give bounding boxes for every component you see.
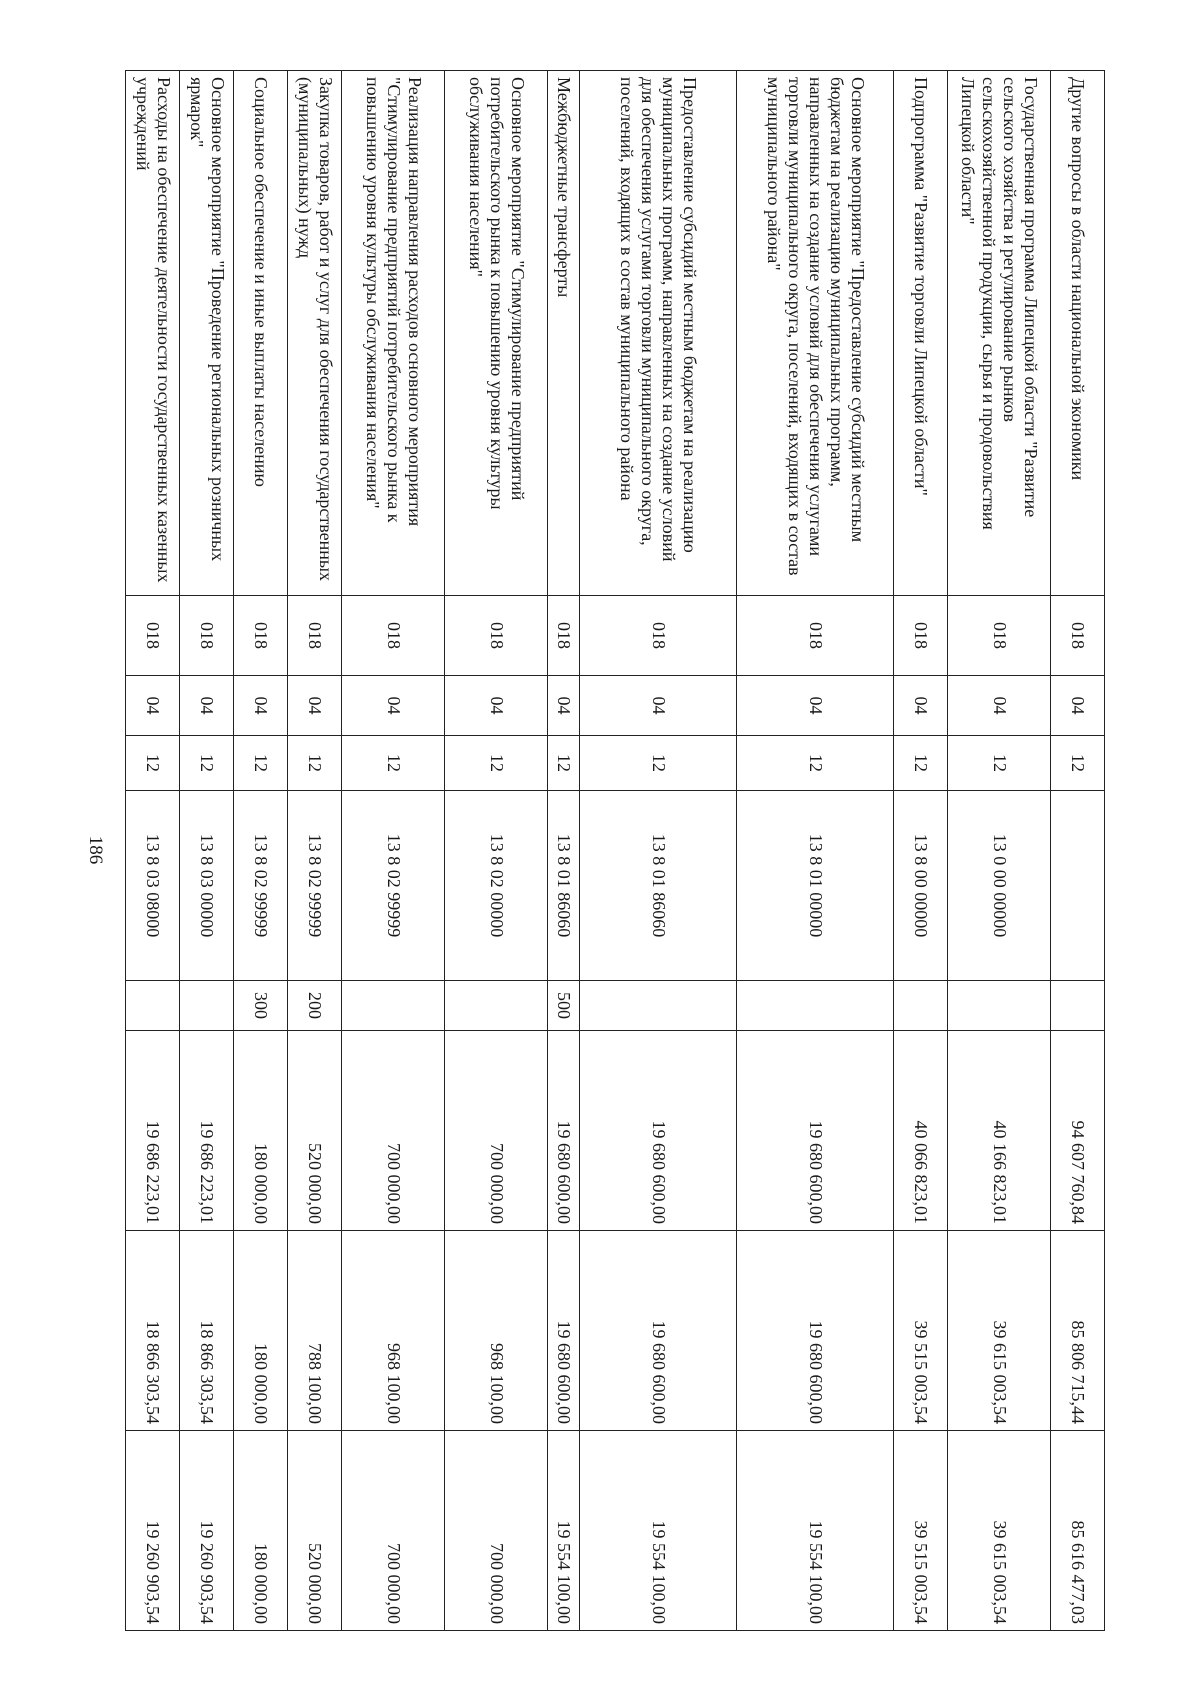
table-row (580, 71, 737, 1631)
row-name: Государственная программа Липецкой области "Развитие сельского хозяйства и регулирование рынков сельскохозяйственной продукции, сырья и продовольствия Липецкой области" (948, 71, 1051, 596)
row-code1: 018 (445, 596, 548, 676)
row-code1: 018 (342, 596, 445, 676)
row-code3: 12 (342, 736, 445, 791)
row-expense-type (580, 981, 737, 1031)
row-value-3: 19 554 100,00 (737, 1431, 894, 1631)
table-row (126, 71, 180, 1631)
table-row (234, 71, 288, 1631)
row-name: Реализация направления расходов основного мероприятия "Стимулирование предприятий потребительского рынка к повышению уровня культуры обслуживания населения" (342, 71, 445, 596)
row-expense-type (1050, 981, 1104, 1031)
table-row (1050, 71, 1104, 1631)
row-code2: 04 (547, 676, 579, 736)
row-target-article: 13 8 01 86060 (580, 791, 737, 981)
row-expense-type: 500 (547, 981, 579, 1031)
row-target-article: 13 8 03 08000 (126, 791, 180, 981)
row-value-1: 94 607 760,84 (1050, 1031, 1104, 1231)
table-row (547, 71, 579, 1631)
row-value-3: 19 260 903,54 (180, 1431, 234, 1631)
row-code1: 018 (948, 596, 1051, 676)
row-expense-type: 300 (234, 981, 288, 1031)
row-target-article: 13 8 02 00000 (445, 791, 548, 981)
row-name: Закупка товаров, работ и услуг для обеспечения государственных (муниципальных) нужд (288, 71, 342, 596)
row-value-1: 19 680 600,00 (580, 1031, 737, 1231)
row-name: Предоставление субсидий местным бюджетам на реализацию муниципальных программ, направленных на создание условий для обеспечения услугами торговли муниципального округа, поселений, входящих в состав муниципального района (580, 71, 737, 596)
row-value-2: 85 806 715,44 (1050, 1231, 1104, 1431)
row-code1: 018 (180, 596, 234, 676)
table-row (180, 71, 234, 1631)
row-value-3: 39 515 003,54 (894, 1431, 948, 1631)
row-code1: 018 (288, 596, 342, 676)
row-name: Социальное обеспечение и иные выплаты населению (234, 71, 288, 596)
row-name: Другие вопросы в области национальной экономики (1050, 71, 1104, 596)
row-code2: 04 (342, 676, 445, 736)
row-value-1: 19 686 223,01 (126, 1031, 180, 1231)
row-value-1: 19 686 223,01 (180, 1031, 234, 1231)
row-code2: 04 (894, 676, 948, 736)
row-expense-type (180, 981, 234, 1031)
row-value-1: 40 166 823,01 (948, 1031, 1051, 1231)
row-code1: 018 (126, 596, 180, 676)
row-name: Основное мероприятие "Стимулирование предприятий потребительского рынка к повышению уровня культуры обслуживания населения" (445, 71, 548, 596)
row-code1: 018 (234, 596, 288, 676)
row-code3: 12 (288, 736, 342, 791)
row-code3: 12 (180, 736, 234, 791)
row-target-article: 13 8 02 99999 (288, 791, 342, 981)
row-code3: 12 (1050, 736, 1104, 791)
row-code3: 12 (445, 736, 548, 791)
row-target-article: 13 8 00 00000 (894, 791, 948, 981)
row-code3: 12 (894, 736, 948, 791)
row-value-1: 180 000,00 (234, 1031, 288, 1231)
row-value-2: 180 000,00 (234, 1231, 288, 1431)
row-value-3: 85 616 477,03 (1050, 1431, 1104, 1631)
row-code3: 12 (737, 736, 894, 791)
row-code2: 04 (126, 676, 180, 736)
row-code3: 12 (126, 736, 180, 791)
row-code2: 04 (288, 676, 342, 736)
row-expense-type (126, 981, 180, 1031)
row-value-2: 19 680 600,00 (547, 1231, 579, 1431)
row-value-1: 700 000,00 (342, 1031, 445, 1231)
row-code1: 018 (894, 596, 948, 676)
row-target-article: 13 0 00 00000 (948, 791, 1051, 981)
row-target-article: 13 8 02 99999 (234, 791, 288, 981)
row-expense-type (948, 981, 1051, 1031)
row-code2: 04 (1050, 676, 1104, 736)
row-value-1: 520 000,00 (288, 1031, 342, 1231)
row-value-1: 40 066 823,01 (894, 1031, 948, 1231)
row-value-2: 788 100,00 (288, 1231, 342, 1431)
row-code2: 04 (234, 676, 288, 736)
row-code2: 04 (737, 676, 894, 736)
row-code1: 018 (1050, 596, 1104, 676)
budget-table (125, 70, 1105, 1631)
row-expense-type (445, 981, 548, 1031)
row-target-article: 13 8 01 86060 (547, 791, 579, 981)
row-code3: 12 (580, 736, 737, 791)
row-expense-type (342, 981, 445, 1031)
row-code3: 12 (234, 736, 288, 791)
row-name: Основное мероприятие "Проведение региональных розничных ярмарок" (180, 71, 234, 596)
row-code2: 04 (948, 676, 1051, 736)
row-value-1: 19 680 600,00 (737, 1031, 894, 1231)
row-value-1: 700 000,00 (445, 1031, 548, 1231)
row-value-2: 18 866 303,54 (180, 1231, 234, 1431)
row-name: Межбюджетные трансферты (547, 71, 579, 596)
row-value-3: 19 260 903,54 (126, 1431, 180, 1631)
row-expense-type (894, 981, 948, 1031)
row-code2: 04 (445, 676, 548, 736)
row-code3: 12 (547, 736, 579, 791)
table-row (737, 71, 894, 1631)
row-value-3: 520 000,00 (288, 1431, 342, 1631)
row-value-3: 700 000,00 (445, 1431, 548, 1631)
row-value-2: 968 100,00 (342, 1231, 445, 1431)
row-name: Расходы на обеспечение деятельности государственных казенных учреждений (126, 71, 180, 596)
row-value-2: 19 680 600,00 (580, 1231, 737, 1431)
row-name: Подпрограмма "Развитие торговли Липецкой области" (894, 71, 948, 596)
row-value-2: 968 100,00 (445, 1231, 548, 1431)
table-row (342, 71, 445, 1631)
row-code1: 018 (737, 596, 894, 676)
rotated-table-container (125, 70, 1105, 1630)
row-code3: 12 (948, 736, 1051, 791)
row-target-article: 13 8 03 00000 (180, 791, 234, 981)
row-value-2: 19 680 600,00 (737, 1231, 894, 1431)
row-value-2: 39 515 003,54 (894, 1231, 948, 1431)
row-value-3: 19 554 100,00 (580, 1431, 737, 1631)
row-value-3: 700 000,00 (342, 1431, 445, 1631)
row-value-3: 180 000,00 (234, 1431, 288, 1631)
row-value-3: 39 615 003,54 (948, 1431, 1051, 1631)
row-code1: 018 (580, 596, 737, 676)
row-name: Основное мероприятие "Предоставление субсидий местным бюджетам на реализацию муниципальных программ, направленных на создание условий для обеспечения услугами торговли муниципального округа, поселений, входящих в состав муниципального района" (737, 71, 894, 596)
row-expense-type (737, 981, 894, 1031)
row-value-1: 19 680 600,00 (547, 1031, 579, 1231)
row-target-article (1050, 791, 1104, 981)
row-target-article: 13 8 02 99999 (342, 791, 445, 981)
table-row (445, 71, 548, 1631)
row-value-2: 18 866 303,54 (126, 1231, 180, 1431)
row-code1: 018 (547, 596, 579, 676)
row-code2: 04 (580, 676, 737, 736)
row-value-2: 39 615 003,54 (948, 1231, 1051, 1431)
row-value-3: 19 554 100,00 (547, 1431, 579, 1631)
row-expense-type: 200 (288, 981, 342, 1031)
row-target-article: 13 8 01 00000 (737, 791, 894, 981)
table-row (894, 71, 948, 1631)
page-number: 186 (85, 835, 106, 865)
table-row (948, 71, 1051, 1631)
row-code2: 04 (180, 676, 234, 736)
table-row (288, 71, 342, 1631)
